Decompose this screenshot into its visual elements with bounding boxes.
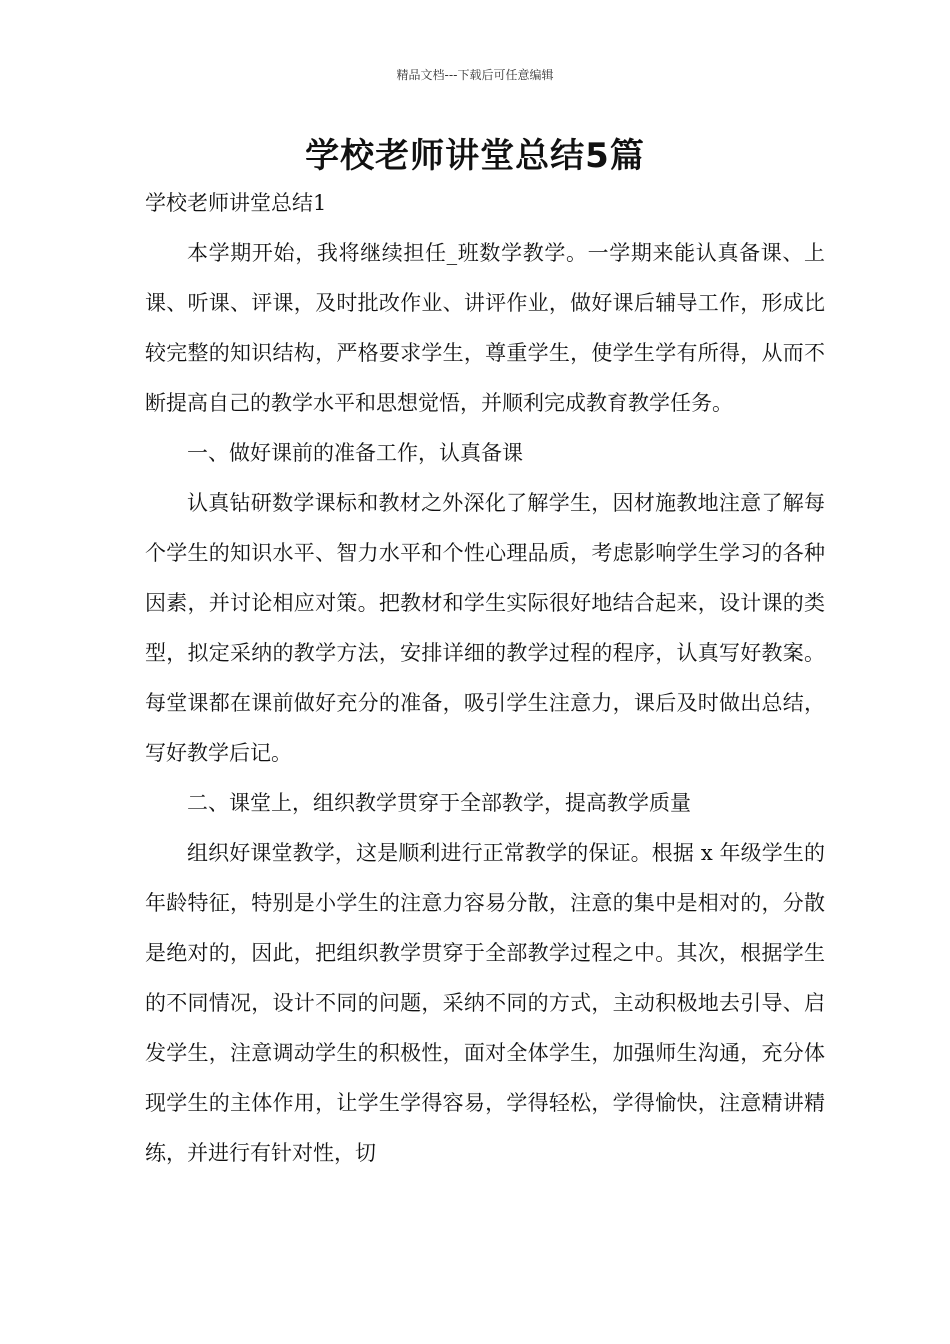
header-note: 精品文档---下载后可任意编辑 <box>396 68 554 82</box>
heading-prep: 一、做好课前的准备工作，认真备课 <box>187 441 523 465</box>
document-title: 学校老师讲堂总结5篇 <box>305 136 645 176</box>
document-body <box>145 178 825 1178</box>
heading-classroom: 二、课堂上，组织教学贯穿于全部教学，提高教学质量 <box>187 791 691 815</box>
paragraph-classroom: 组织好课堂教学，这是顺利进行正常教学的保证。根据 x 年级学生的年龄特征，特别是小学生的注意力容易分散，注意的集中是相对的，分散是绝对的，因此，把组织教学贯穿于全部教学过程之中。其次，根据学生的不同情况，设计不同的问题，采纳不同的方式，主动积极地去引导、启发学生，注意调动学生的积极性，面对全体学生，加强师生沟通，充分体现学生的主体作用，让学生学得容易，学得轻松，学得愉快，注意精讲精练，并进行有针对性，切 <box>145 841 825 1165</box>
section-title: 学校老师讲堂总结1 <box>145 191 327 215</box>
paragraph-prep: 认真钻研数学课标和教材之外深化了解学生，因材施教地注意了解每个学生的知识水平、智力水平和个性心理品质，考虑影响学生学习的各种因素，并讨论相应对策。把教材和学生实际很好地结合起来，设计课的类型，拟定采纳的教学方法，安排详细的教学过程的程序，认真写好教案。每堂课都在课前做好充分的准备，吸引学生注意力，课后及时做出总结，写好教学后记。 <box>145 491 825 765</box>
paragraph-intro: 本学期开始，我将继续担任_班数学教学。一学期来能认真备课、上课、听课、评课，及时批改作业、讲评作业，做好课后辅导工作，形成比较完整的知识结构，严格要求学生，尊重学生，使学生学有所得，从而不断提高自己的教学水平和思想觉悟，并顺利完成教育教学任务。 <box>145 241 825 415</box>
